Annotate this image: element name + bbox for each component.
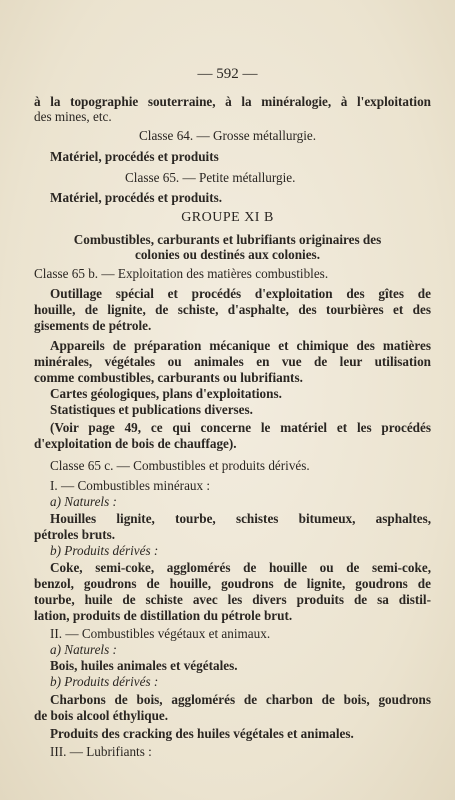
text-line: Bois, huiles animales et végétales. xyxy=(50,658,238,673)
text-line: Appareils de préparation mécanique et chimique des matières xyxy=(50,338,431,353)
text-line: gisements de pétrole. xyxy=(34,318,152,333)
text-line: Outillage spécial et procédés d'exploitation des gîtes de xyxy=(50,286,431,301)
text-line: de bois alcool éthylique. xyxy=(34,708,169,723)
group-title: Combustibles, carburants et lubrifiants originaires des xyxy=(73,232,382,247)
text-line: benzol, goudrons de houille, goudrons de lignite, goudrons de xyxy=(34,576,431,591)
text-line: Houilles lignite, tourbe, schistes bitumeux, asphaltes, xyxy=(50,511,431,526)
section-heading: II. — Combustibles végétaux et animaux. xyxy=(50,626,271,641)
subsection-heading: a) Naturels : xyxy=(50,494,117,509)
class-heading xyxy=(0,128,455,144)
text-line: minérales, végétales ou animales en vue de leur utilisation xyxy=(34,354,431,369)
class-heading: Classe 65 c. — Combustibles et produits dérivés. xyxy=(50,458,310,473)
text-line: pétroles bruts. xyxy=(34,527,116,542)
subsection-heading: a) Naturels : xyxy=(50,642,117,657)
text-line: Produits des cracking des huiles végétales et animales. xyxy=(50,726,354,741)
text-line: Cartes géologiques, plans d'exploitations. xyxy=(50,386,282,401)
group-title: colonies ou destinés aux colonies. xyxy=(134,247,320,262)
text-line: à la topographie souterraine, à la minéralogie, à l'exploitation xyxy=(34,94,431,109)
text-line: Matériel, procédés et produits xyxy=(50,149,219,164)
subsection-heading: b) Produits dérivés : xyxy=(50,543,159,558)
text-line: Coke, semi-coke, agglomérés de houille ou de semi-coke, xyxy=(50,560,431,575)
class-heading: Classe 65 b. — Exploitation des matières combustibles. xyxy=(34,266,329,281)
text-line: houille, de lignite, de schiste, d'asphalte, des tourbières et des xyxy=(34,302,431,317)
text-line: lation, produits de distillation du pétrole brut. xyxy=(34,608,293,623)
text-line: (Voir page 49, ce qui concerne le matériel et les procédés xyxy=(50,420,431,435)
section-heading: I. — Combustibles minéraux : xyxy=(50,478,211,493)
text-line: d'exploitation de bois de chauffage). xyxy=(34,436,237,451)
text-line: Statistiques et publications diverses. xyxy=(50,402,253,417)
text-line: des mines, etc. xyxy=(34,109,112,124)
subsection-heading: b) Produits dérivés : xyxy=(50,674,159,689)
section-heading: III. — Lubrifiants : xyxy=(50,744,152,759)
text-line: tourbe, huile de schiste avec les divers produits de sa distil- xyxy=(34,592,431,607)
class-heading: Classe 65. — Petite métallurgie. xyxy=(125,170,296,185)
text-line: Charbons de bois, agglomérés de charbon de bois, goudrons xyxy=(50,692,431,707)
text-line: Matériel, procédés et produits. xyxy=(50,190,223,205)
class-heading-text: Classe 64. — Grosse métallurgie. xyxy=(138,128,317,143)
page-number: — 592 — xyxy=(197,66,258,82)
text-line: comme combustibles, carburants ou lubrifiants. xyxy=(34,370,303,385)
group-heading: GROUPE XI B xyxy=(181,210,274,225)
